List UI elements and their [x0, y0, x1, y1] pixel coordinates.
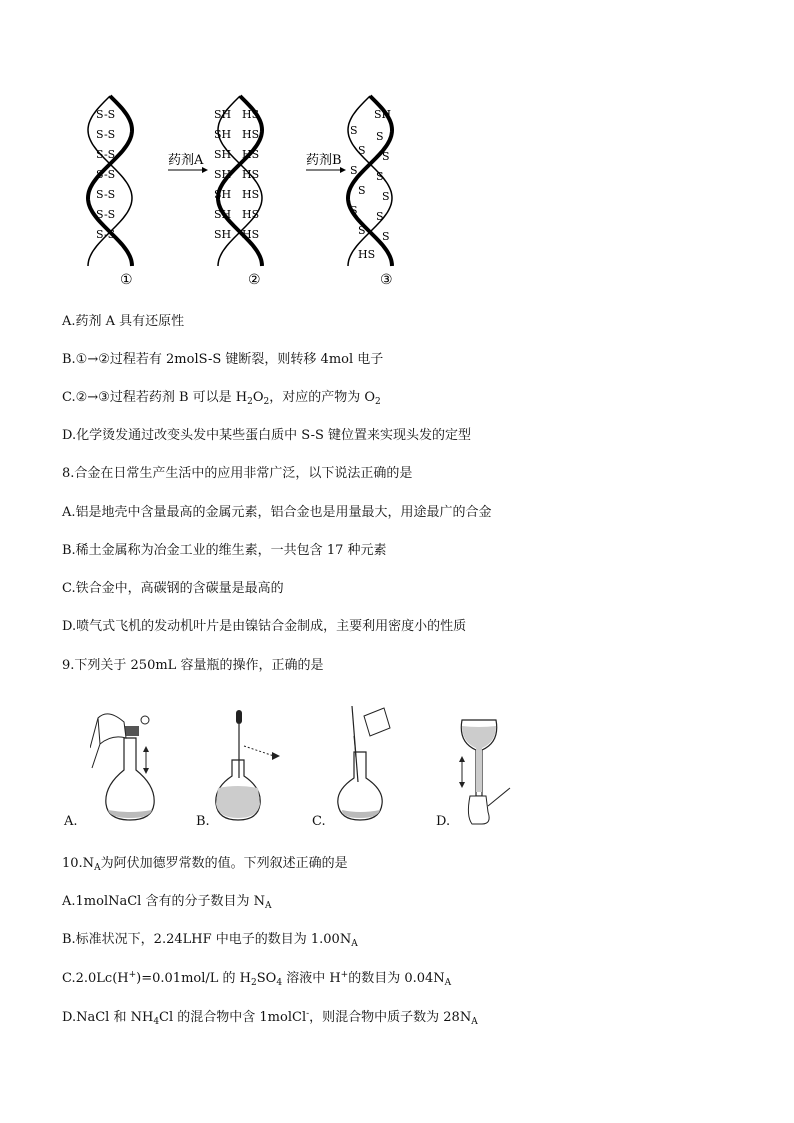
- q10-option-d: D.NaCl 和 $NH_4Cl$ 的混合物中含 1molCl-，则混合物中质子数为 $28N_A$: [62, 1009, 478, 1027]
- q8-option-a: A.铝是地壳中含量最高的金属元素，铝合金也是用量最大，用途最广的合金: [62, 505, 492, 520]
- helix2-hs-label: HS: [242, 108, 260, 121]
- q9-option-d: D.: [436, 814, 451, 829]
- q10-option-c: C.2.0Lc(H+)=0.01mol/L 的 $H_2SO_4$ 溶液中 H+的数目为 $0.04N_A$: [62, 970, 452, 988]
- helix3-s-label: S: [358, 144, 366, 157]
- helix2-sh-label: SH: [214, 108, 232, 121]
- helix2-hs-label: HS: [242, 168, 260, 181]
- q8-option-d: D.喷气式飞机的发动机叶片是由镍钴合金制成，主要利用密度小的性质: [62, 619, 467, 634]
- helix3-sh-label: SH: [374, 108, 392, 121]
- helix2-sh-label: SH: [214, 188, 232, 201]
- helix1-bond-label: S-S: [96, 228, 116, 241]
- q9-option-a: A.: [64, 814, 78, 829]
- q7-option-b: B.①→②过程若有 2molS-S 键断裂，则转移 4mol 电子: [62, 352, 384, 367]
- hair-protein-figure: [70, 92, 450, 292]
- q8-option-b: B.稀土金属称为冶金工业的维生素，一共包含 17 种元素: [62, 543, 387, 558]
- circle-number-1: ①: [120, 272, 133, 288]
- helix3-s-label: S: [358, 184, 366, 197]
- flask-figure-a: [90, 708, 170, 828]
- q7-option-d: D.化学烫发通过改变头发中某些蛋白质中 S-S 键位置来实现头发的定型: [62, 428, 472, 443]
- q8-stem: 8.合金在日常生产生活中的应用非常广泛，以下说法正确的是: [62, 466, 413, 481]
- helix2-hs-label: HS: [242, 148, 260, 161]
- q7-option-c: C.②→③过程若药剂 B 可以是 $H_2O_2$，对应的产物为 $O_2$: [62, 390, 381, 407]
- helix3-s-label: S: [350, 204, 358, 217]
- helix3-s-label: S: [382, 230, 390, 243]
- helix2-sh-label: SH: [214, 228, 232, 241]
- helix2-sh-label: SH: [214, 148, 232, 161]
- helix1-bond-label: S-S: [96, 128, 116, 141]
- flask-figure-b: [212, 708, 292, 828]
- arrow-b-label: 药剂B: [306, 153, 342, 168]
- helix1-bond-label: S-S: [96, 148, 116, 161]
- helix2-hs-label: HS: [242, 228, 260, 241]
- helix3-s-label: S: [376, 130, 384, 143]
- helix3-s-label: S: [350, 164, 358, 177]
- helix3-hs-label: HS: [358, 248, 376, 261]
- helix1-bond-label: S-S: [96, 168, 116, 181]
- helix3-s-label: S: [376, 170, 384, 183]
- helix3-s-label: S: [382, 190, 390, 203]
- circle-number-2: ②: [248, 272, 261, 288]
- flask-figure-d: [452, 712, 522, 830]
- helix3-s-label: S: [376, 210, 384, 223]
- helix1-bond-label: S-S: [96, 188, 116, 201]
- helix2-hs-label: HS: [242, 188, 260, 201]
- q9-option-b: B.: [196, 814, 210, 829]
- q8-option-c: C.铁合金中，高碳钢的含碳量是最高的: [62, 581, 284, 596]
- q10-stem: $10.N_A$为阿伏加德罗常数的值。下列叙述正确的是: [62, 856, 348, 873]
- flask-figure-c: [334, 702, 414, 828]
- q9-option-c: C.: [312, 814, 326, 829]
- q10-option-b: B.标准状况下，2.24LHF 中电子的数目为 $1.00N_A$: [62, 932, 358, 949]
- helix3-s-label: S: [350, 124, 358, 137]
- helix2-sh-label: SH: [214, 168, 232, 181]
- helix1-bond-label: S-S: [96, 208, 116, 221]
- arrow-a-label: 药剂A: [168, 153, 204, 168]
- circle-number-3: ③: [380, 272, 393, 288]
- helix3-s-label: S: [358, 224, 366, 237]
- q10-option-a: A.1molNaCl 含有的分子数目为 $N_A$: [62, 894, 272, 911]
- helix2-sh-label: SH: [214, 208, 232, 221]
- helix2-hs-label: HS: [242, 128, 260, 141]
- helix3-s-label: S: [382, 150, 390, 163]
- helix2-sh-label: SH: [214, 128, 232, 141]
- helix2-hs-label: HS: [242, 208, 260, 221]
- q7-option-a: A.药剂 A 具有还原性: [62, 314, 185, 329]
- helix1-bond-label: S-S: [96, 108, 116, 121]
- q9-stem: 9.下列关于 250mL 容量瓶的操作，正确的是: [62, 658, 324, 673]
